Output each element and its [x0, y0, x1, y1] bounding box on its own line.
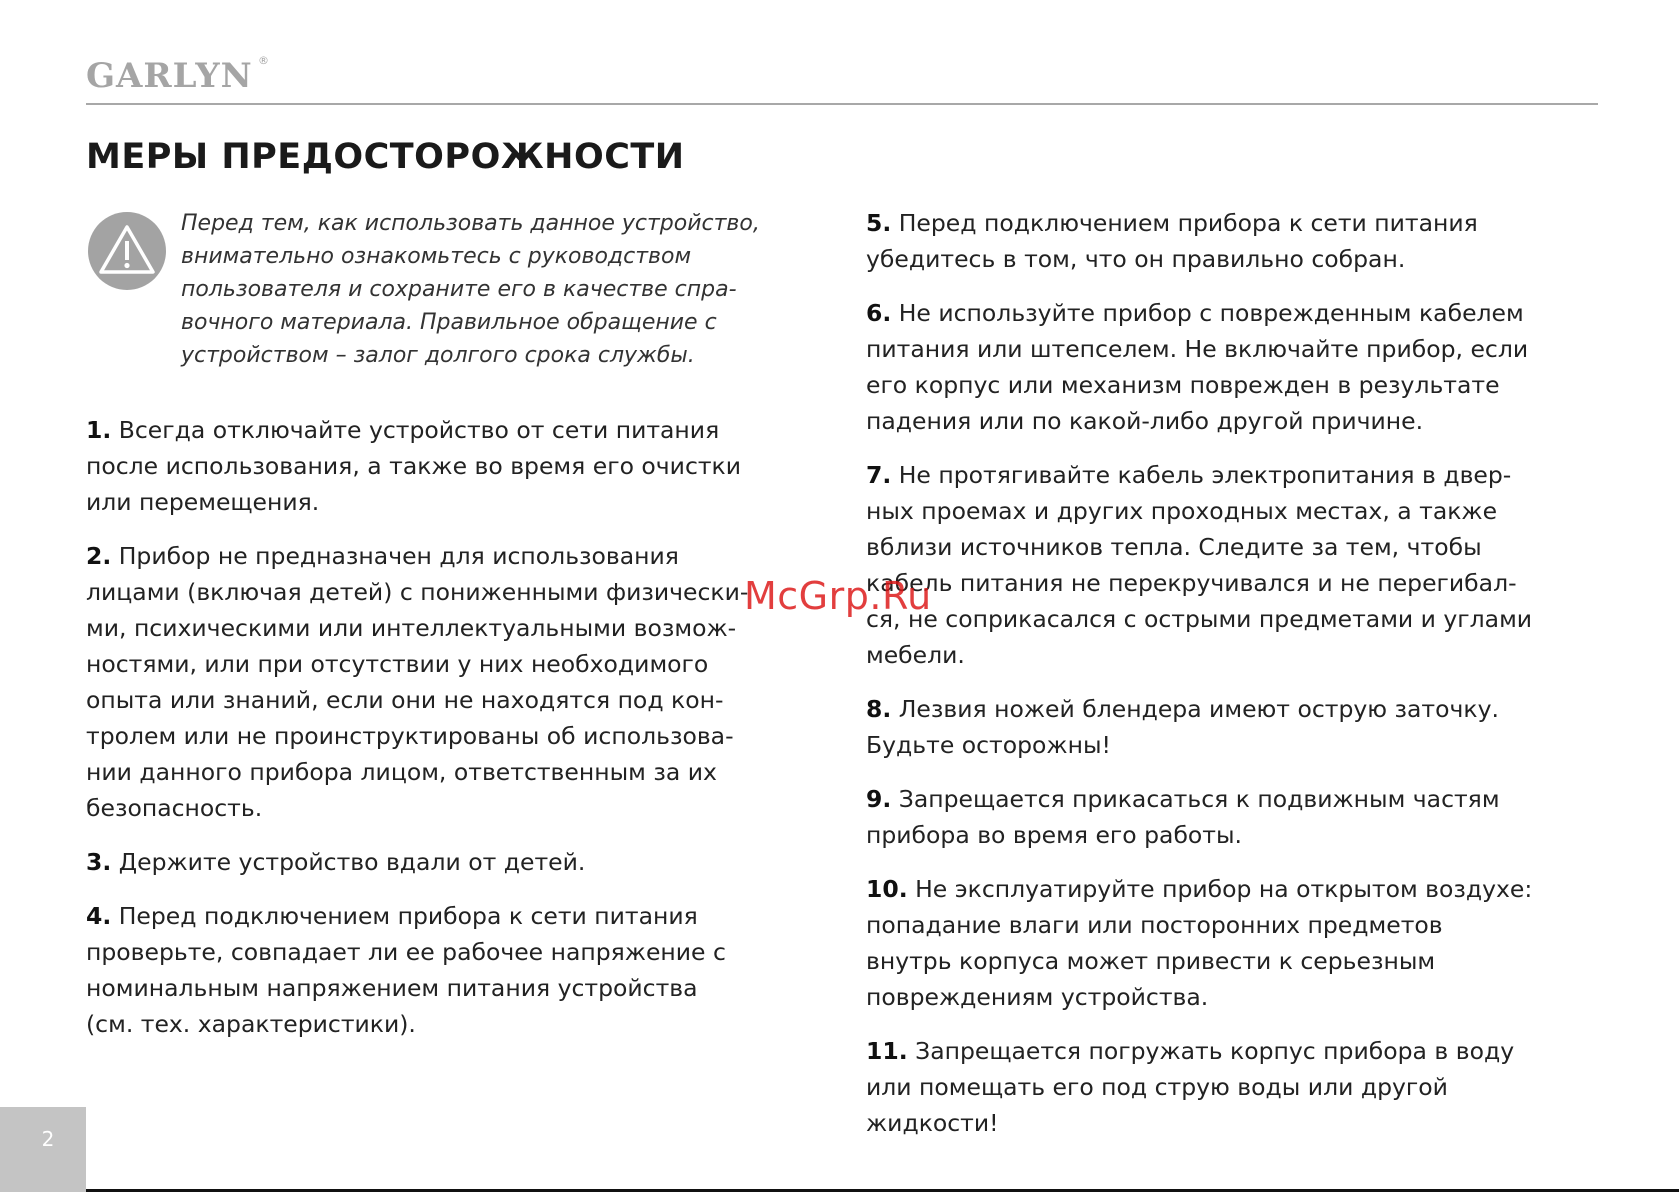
item-number: 1. [86, 416, 112, 444]
item-number: 3. [86, 848, 112, 876]
item-number: 8. [866, 695, 892, 723]
page-number: 2 [41, 1127, 55, 1151]
precaution-item [866, 871, 1606, 1015]
page-title: МЕРЫ ПРЕДОСТОРОЖНОСТИ [86, 137, 685, 177]
item-text: Держите устройство вдали от детей. [118, 848, 586, 876]
warning-triangle-icon [87, 211, 167, 291]
item-text: Запрещается погружать корпус прибора в воду или помещать его под струю воды или другой жидкости! [866, 1037, 1515, 1137]
item-text: Перед подключением прибора к сети питания убедитесь в том, что он правильно собран. [866, 209, 1478, 273]
item-text: Лезвия ножей блендера имеют острую заточку. Будьте осторожны! [866, 695, 1499, 759]
item-number: 2. [86, 542, 112, 570]
item-number: 10. [866, 875, 908, 903]
item-text: Не используйте прибор с поврежденным кабелем питания или штепселем. Не включайте прибор, если его корпус или механизм поврежден в результате падения или по какой-либо другой причине. [866, 299, 1529, 435]
item-text: Не протягивайте кабель электропитания в двер- ных проемах и других проходных местах, а также вблизи источников тепла. Следите за тем, чтобы кабель питания не перекручивался и не перегибал- ся, не соприкасался с острыми предметами и углами мебели. [866, 461, 1533, 669]
precaution-item [86, 898, 826, 1042]
warning-note: Перед тем, как использовать данное устройство, внимательно ознакомьтесь с руководством пользователя и сохраните его в качестве спра- вочного материала. Правильное обращение с устройством – залог долгого срока службы. [181, 211, 760, 368]
precaution-item [86, 538, 826, 826]
item-text: Всегда отключайте устройство от сети питания после использования, а также во время его очистки или перемещения. [86, 416, 742, 516]
precaution-item [866, 457, 1606, 673]
precaution-item [86, 844, 826, 880]
item-number: 11. [866, 1037, 908, 1065]
item-number: 6. [866, 299, 892, 327]
item-text: Прибор не предназначен для использования лицами (включая детей) с пониженными физически- ми, психическими или интеллектуальными возмож- ностями, или при отсутствии у них необходимого опыта или знаний, если они не находятся под кон- тролем или не проинструктированы об использова- нии данного прибора лицом, ответственным за их безопасность. [86, 542, 749, 822]
item-text: Не эксплуатируйте прибор на открытом воздухе: попадание влаги или посторонних предметов внутрь корпуса может привести к серьезным повреждениям устройства. [866, 875, 1533, 1011]
precaution-item [86, 412, 826, 520]
right-column [866, 205, 1606, 1159]
left-column [86, 412, 826, 1060]
precaution-item [866, 295, 1606, 439]
brand-logo: GARLYN [86, 56, 253, 96]
precaution-item [866, 1033, 1606, 1141]
item-text: Запрещается прикасаться к подвижным частям прибора во время его работы. [866, 785, 1500, 849]
precaution-item [866, 205, 1606, 277]
item-number: 7. [866, 461, 892, 489]
registered-mark: ® [258, 54, 269, 67]
item-text: Перед подключением прибора к сети питания проверьте, совпадает ли ее рабочее напряжение с номинальным напряжением питания устройства (см. тех. характеристики). [86, 902, 726, 1038]
header-divider [86, 103, 1598, 105]
item-number: 4. [86, 902, 112, 930]
watermark: McGrp.Ru [744, 574, 932, 618]
item-number: 9. [866, 785, 892, 813]
precaution-item [866, 781, 1606, 853]
item-number: 5. [866, 209, 892, 237]
precaution-item [866, 691, 1606, 763]
